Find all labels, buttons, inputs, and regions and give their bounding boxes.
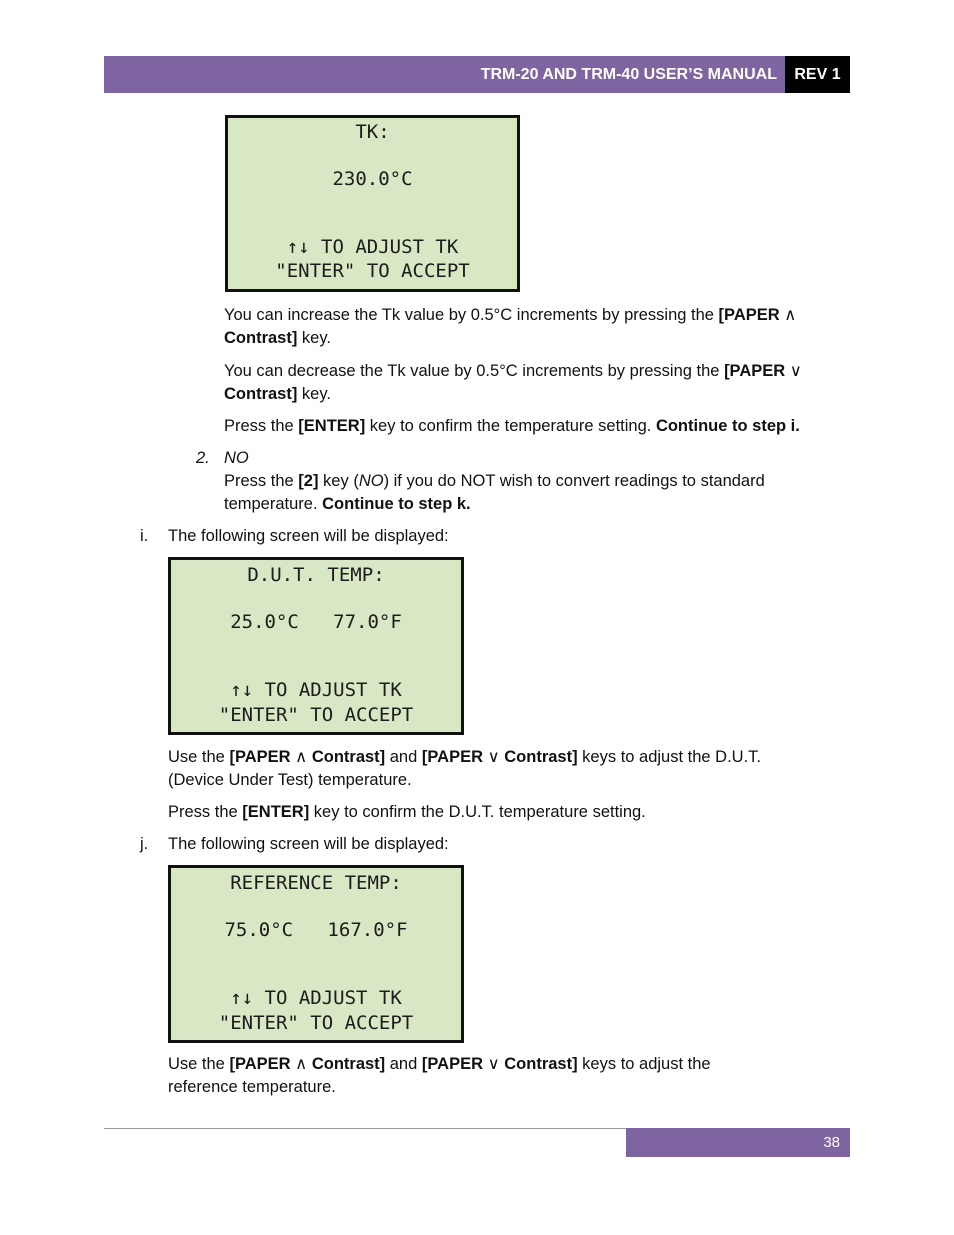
continue-note: Continue to step k.: [322, 495, 471, 513]
key-label: [ENTER]: [242, 803, 310, 821]
step-number: j.: [140, 835, 149, 853]
key-label: [PAPER: [229, 1055, 291, 1073]
header-title: TRM-20 AND TRM-40 USER’S MANUAL: [104, 56, 785, 93]
lcd-screen-dut: [168, 557, 464, 735]
up-symbol: ∧: [290, 748, 312, 766]
paragraph-increase: [224, 304, 796, 350]
text: key to confirm the D.U.T. temperature setting.: [309, 803, 646, 821]
key-label: Contrast]: [504, 748, 578, 766]
page-number: 38: [626, 1128, 850, 1157]
key-label: Contrast]: [504, 1055, 578, 1073]
header-revision: REV 1: [785, 56, 850, 93]
text: Use the: [168, 748, 230, 766]
key-label: [ENTER]: [298, 417, 366, 435]
text: Use the: [168, 1055, 230, 1073]
step-text: The following screen will be displayed:: [168, 835, 449, 853]
lcd-line: D.U.T. TEMP:: [247, 564, 385, 586]
up-symbol: ∧: [290, 1055, 312, 1073]
key-label: [2]: [298, 472, 319, 490]
text: key to confirm the temperature setting.: [365, 417, 656, 435]
lcd-line: 230.0°C: [332, 168, 413, 190]
paragraph-reference-adjust: [168, 1053, 711, 1099]
key-label: [PAPER: [724, 362, 786, 380]
text: NO: [358, 472, 384, 490]
lcd-line: 25.0°C 77.0°F: [230, 611, 402, 633]
text: keys to adjust the D.U.T.: [577, 748, 762, 766]
key-label: [PAPER: [421, 1055, 483, 1073]
text: temperature.: [224, 495, 323, 513]
paragraph-no-option: [224, 470, 765, 516]
key-label: Contrast]: [311, 1055, 386, 1073]
continue-note: Continue to step i.: [655, 417, 800, 435]
down-symbol: ∨: [483, 748, 505, 766]
text: Press the: [168, 803, 243, 821]
key-label: Contrast]: [311, 748, 386, 766]
lcd-line: "ENTER" TO ACCEPT: [275, 260, 470, 282]
key-label: Contrast]: [224, 385, 298, 403]
key-label: [PAPER: [229, 748, 291, 766]
key-label: Contrast]: [224, 329, 298, 347]
lcd-line: ↑↓ TO ADJUST TK: [230, 987, 402, 1009]
text: and: [385, 748, 422, 766]
list-number: 2.: [196, 449, 210, 467]
key-label: [PAPER: [421, 748, 483, 766]
text: Press the: [224, 472, 299, 490]
text: You can increase the Tk value by 0.5°C increments by pressing the: [224, 306, 719, 324]
lcd-line: "ENTER" TO ACCEPT: [218, 1012, 414, 1034]
lcd-screen-tk: [225, 115, 520, 292]
text: Press the: [224, 417, 299, 435]
up-symbol: ∧: [779, 306, 797, 324]
lcd-line: REFERENCE TEMP:: [230, 872, 402, 894]
text: (Device Under Test) temperature.: [168, 771, 412, 789]
step-number: i.: [140, 527, 149, 545]
down-symbol: ∨: [785, 362, 802, 380]
text: keys to adjust the: [577, 1055, 711, 1073]
paragraph-enter-temp: [224, 415, 800, 438]
paragraph-dut-adjust: [168, 746, 761, 792]
text: ) if you do NOT wish to convert readings to standard: [383, 472, 765, 490]
lcd-line: "ENTER" TO ACCEPT: [218, 704, 414, 726]
text: You can decrease the Tk value by 0.5°C increments by pressing the: [224, 362, 725, 380]
key-label: [PAPER: [718, 306, 780, 324]
text: key (: [318, 472, 359, 490]
footer-divider: [104, 1128, 626, 1129]
text: key.: [297, 329, 331, 347]
paragraph-decrease: [224, 360, 802, 406]
down-symbol: ∨: [483, 1055, 505, 1073]
step-text: The following screen will be displayed:: [168, 527, 449, 545]
lcd-screen-reference: [168, 865, 464, 1043]
text: key.: [297, 385, 331, 403]
text: and: [385, 1055, 422, 1073]
lcd-line: TK:: [355, 121, 390, 143]
lcd-line: ↑↓ TO ADJUST TK: [230, 679, 402, 701]
list-item-label: NO: [224, 449, 249, 467]
lcd-line: ↑↓ TO ADJUST TK: [286, 236, 459, 258]
paragraph-enter-dut: [168, 801, 646, 824]
text: reference temperature.: [168, 1078, 336, 1096]
lcd-line: 75.0°C 167.0°F: [224, 919, 408, 941]
